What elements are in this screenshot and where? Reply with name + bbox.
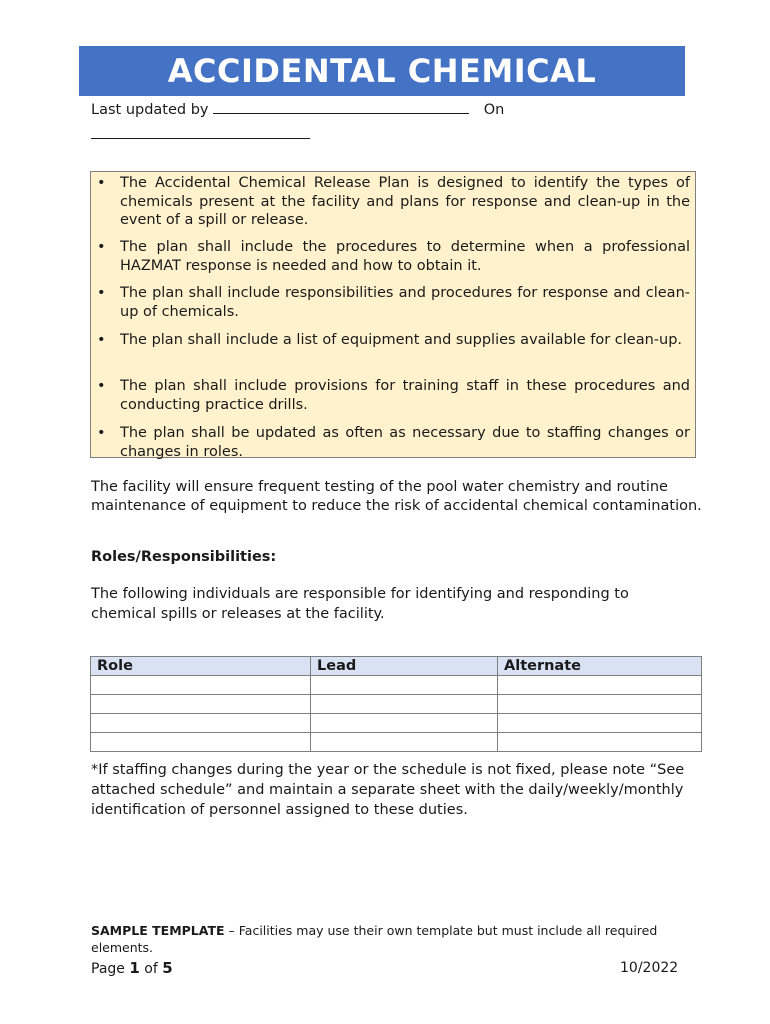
- role-cell[interactable]: [91, 733, 311, 752]
- alternate-cell[interactable]: [498, 733, 702, 752]
- page-number: Page 1 of 5: [91, 959, 173, 977]
- table-row: [91, 714, 702, 733]
- alternate-cell[interactable]: [498, 695, 702, 714]
- column-header-lead: Lead: [311, 657, 498, 676]
- bullet-icon: •: [97, 285, 106, 301]
- bullet-icon: •: [97, 332, 106, 348]
- roles-intro: The following individuals are responsible for identifying and responding to chemical spills or releases at the facility.: [91, 586, 629, 622]
- sample-template-text: – Facilities may use their own template but must include all required elements.: [91, 923, 658, 955]
- revision-date: 10/2022: [620, 960, 679, 976]
- bullet-icon: •: [97, 239, 106, 255]
- last-updated-label: Last updated by: [91, 102, 209, 118]
- table-row: [91, 733, 702, 752]
- role-cell[interactable]: [91, 695, 311, 714]
- column-header-alternate: Alternate: [498, 657, 702, 676]
- lead-cell[interactable]: [311, 676, 498, 695]
- column-header-role: Role: [91, 657, 311, 676]
- sample-template-label: SAMPLE TEMPLATE: [91, 923, 225, 938]
- last-updated-line: [91, 99, 504, 118]
- lead-cell[interactable]: [311, 733, 498, 752]
- table-header-row: [91, 657, 702, 676]
- staffing-note: *If staffing changes during the year or the schedule is not fixed, please note “See attached schedule” and maintain a separate sheet with the daily/weekly/monthly identification of personnel assigned to these duties.: [91, 762, 685, 818]
- requirements-callout-box: • The Accidental Chemical Release Plan is designed to identify the types of chemicals present at the facility and plans for response and clean-up in the event of a spill or release. • The plan shall include the procedures to determine when a professional HAZMAT response is needed and how to obtain it. • The plan shall include responsibilities and procedures for response and clean-up of chemicals. • The plan shall include a list of equipment and supplies available for clean-up. • The plan shall include provisions for training staff in these procedures and conducting practice drills. • The plan shall be updated as often as necessary due to staffing changes or changes in roles.: [90, 171, 696, 458]
- alternate-cell[interactable]: [498, 676, 702, 695]
- updated-on-blank[interactable]: [91, 124, 310, 139]
- lead-cell[interactable]: [311, 695, 498, 714]
- updated-by-blank[interactable]: [213, 99, 469, 114]
- role-cell[interactable]: [91, 714, 311, 733]
- roles-heading: Roles/Responsibilities:: [91, 549, 277, 565]
- lead-cell[interactable]: [311, 714, 498, 733]
- bullet-icon: •: [97, 425, 106, 441]
- role-cell[interactable]: [91, 676, 311, 695]
- bullet-icon: •: [97, 175, 106, 191]
- sample-template-note: [91, 922, 691, 956]
- on-label: On: [483, 102, 505, 118]
- roles-table: [90, 656, 702, 752]
- table-row: [91, 676, 702, 695]
- document-title: ACCIDENTAL CHEMICAL: [79, 46, 685, 96]
- table-row: [91, 695, 702, 714]
- alternate-cell[interactable]: [498, 714, 702, 733]
- bullet-icon: •: [97, 378, 106, 394]
- facility-paragraph: The facility will ensure frequent testing of the pool water chemistry and routine maintenance of equipment to reduce the risk of accidental chemical contamination.: [91, 479, 702, 514]
